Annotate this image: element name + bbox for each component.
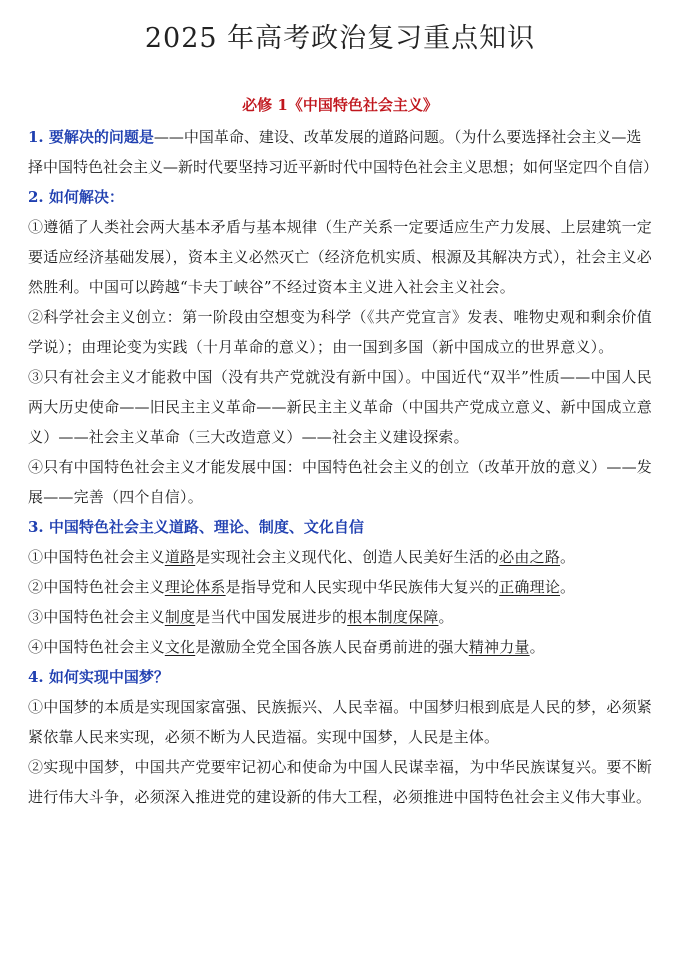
section-2-paragraph-1: ①遵循了人类社会两大基本矛盾与基本规律（生产关系一定要适应生产力发展、上层建筑一定要适应经济基础发展），资本主义必然灭亡（经济危机实质、根源及其解决方式），社会主义必然胜利。中国可以跨越“卡夫丁峡谷”不经过资本主义进入社会主义社会。 [28,218,652,296]
section-4-paragraph-1: ①中国梦的本质是实现国家富强、民族振兴、人民幸福。中国梦归根到底是人民的梦，必须紧紧依靠人民来实现，必须不断为人民造福。实现中国梦，人民是主体。 [28,698,652,746]
item-3-keyword: 制度 [164,608,196,626]
item-3-prefix: ③中国特色社会主义 [28,608,165,626]
item-4-prefix: ④中国特色社会主义 [28,638,165,656]
section-1-text: ——中国革命、建设、改革发展的道路问题。（为什么要选择社会主义—选择中国特色社会主义—新时代要坚持习近平新时代中国特色社会主义思想；如何坚定四个自信） [28,128,659,176]
item-1-end: 。 [560,548,576,566]
section-3-heading: 3. 中国特色社会主义道路、理论、制度、文化自信 [28,518,364,536]
item-1-prefix: ①中国特色社会主义 [28,548,165,566]
section-2-paragraph-3: ③只有社会主义才能救中国（没有共产党就没有新中国）。中国近代“双半”性质——中国人民两大历史使命——旧民主主义革命——新民主主义革命（中国共产党成立意义、新中国成立意义）——社会主义革命（三大改造意义）——社会主义建设探索。 [28,368,652,446]
section-1-heading: 1. 要解决的问题是 [28,128,154,146]
section-2-paragraph-2: ②科学社会主义创立：第一阶段由空想变为科学（《共产党宣言》发表、唯物史观和剩余价值学说）；由理论变为实践（十月革命的意义）；由一国到多国（新中国成立的世界意义）。 [28,308,652,356]
item-1-middle: 是实现社会主义现代化、创造人民美好生活的 [195,548,500,566]
item-2-keyword: 理论体系 [164,578,226,596]
item-3-conclusion: 根本制度保障 [347,608,439,626]
item-2-prefix: ②中国特色社会主义 [28,578,165,596]
item-2-conclusion: 正确理论 [499,578,561,596]
item-3-end: 。 [438,608,454,626]
item-1-keyword: 道路 [164,548,196,566]
item-4-end: 。 [529,638,545,656]
item-2-middle: 是指导党和人民实现中华民族伟大复兴的 [225,578,500,596]
section-2-heading: 2. 如何解决： [28,188,124,206]
section-subtitle: 必修 1《中国特色社会主义》 [242,96,438,114]
item-4-keyword: 文化 [164,638,196,656]
section-3-item-2 [28,572,652,602]
section-3-item-3 [28,602,652,632]
section-1 [28,122,659,182]
item-4-middle: 是激励全党全国各族人民奋勇前进的强大 [195,638,469,656]
section-3-item-1 [28,542,652,572]
section-4-paragraph-2: ②实现中国梦，中国共产党要牢记初心和使命为中国人民谋幸福，为中华民族谋复兴。要不断进行伟大斗争，必须深入推进党的建设新的伟大工程，必须推进中国特色社会主义伟大事业。 [28,758,652,806]
section-2-paragraph-4: ④只有中国特色社会主义才能发展中国：中国特色社会主义的创立（改革开放的意义）——发展——完善（四个自信）。 [28,458,652,506]
section-3-item-4 [28,632,652,662]
item-1-conclusion: 必由之路 [499,548,561,566]
section-4-heading: 4. 如何实现中国梦？ [28,668,169,686]
item-2-end: 。 [560,578,576,596]
document-body [28,122,659,812]
item-3-middle: 是当代中国发展进步的 [195,608,348,626]
page-title: 2025 年高考政治复习重点知识 [144,23,536,54]
item-4-conclusion: 精神力量 [468,638,530,656]
